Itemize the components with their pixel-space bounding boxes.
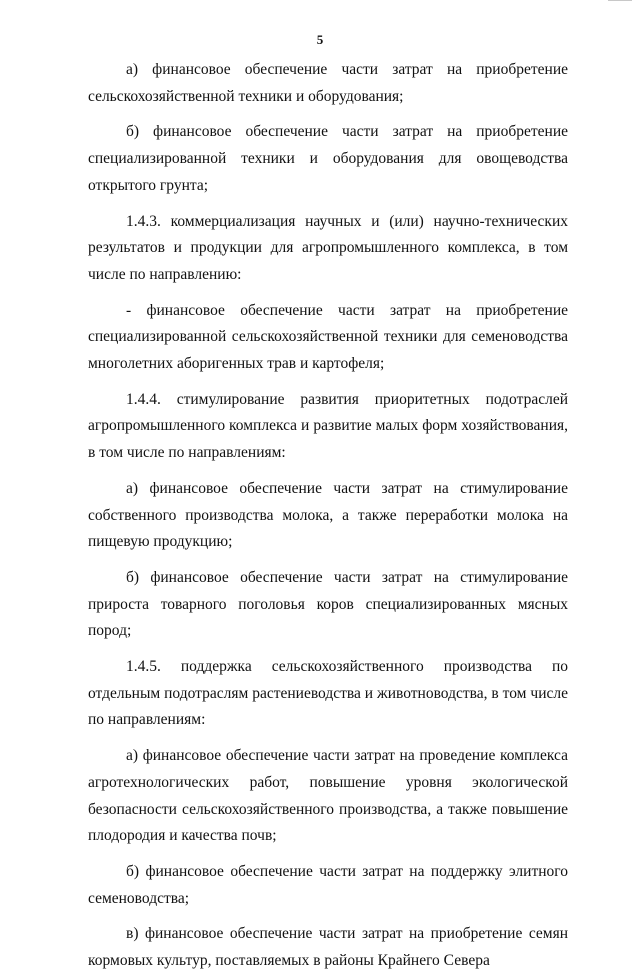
paragraph-1-4-3-commercialization: 1.4.3. коммерциализация научных и (или) научно-технических результатов и продукции для агропромышленного комплекса, в том числе по направлению: xyxy=(88,212,568,283)
paragraph-seed-machinery: - финансовое обеспечение части затрат на приобретение специализированной сельскохозяйственной техники для семеноводства многолетних аборигенных трав и картофеля; xyxy=(88,301,568,373)
paragraph-1a-agri-machinery: а) финансовое обеспечение части затрат на приобретение сельскохозяйственной техники и оборудования; xyxy=(88,61,568,105)
paragraph-1-4-5-subsector-support: 1.4.5. поддержка сельскохозяйственного производства по отдельным подотраслям растениеводства и животноводства, в том числе по направлениям: xyxy=(88,658,568,729)
paragraph-1b-vegetable-equipment: б) финансовое обеспечение части затрат на приобретение специализированной техники и оборудования для овощеводства открытого грунта; xyxy=(88,123,568,194)
paragraph-3c-forage-seeds: в) финансовое обеспечение части затрат на приобретение семян кормовых культур, поставляемых в районы Крайнего Севера xyxy=(88,925,568,970)
paragraph-3b-elite-seeds: б) финансовое обеспечение части затрат на поддержку элитного семеноводства; xyxy=(88,862,568,907)
document-body xyxy=(88,57,568,975)
paragraph-2b-beef-cattle: б) финансовое обеспечение части затрат на стимулирование прироста товарного поголовья коров специализированных мясных пород; xyxy=(88,568,568,640)
paragraph-2a-milk-production: а) финансовое обеспечение части затрат на стимулирование собственного производства молока, а также переработки молока на пищевую продукцию; xyxy=(88,479,568,551)
page-number: 5 xyxy=(316,32,324,47)
paragraph-1-4-4-priority-subsectors: 1.4.4. стимулирование развития приоритетных подотраслей агропромышленного комплекса и развитие малых форм хозяйствования, в том числе по направлениям: xyxy=(88,390,568,462)
paragraph-3a-agrotech-works: а) финансовое обеспечение части затрат на проведение комплекса агротехнологических работ, повышение уровня экологической безопасности сельскохозяйственного производства, а также повышение плодородия и качества почв; xyxy=(88,747,568,845)
scan-edge-mark xyxy=(608,0,632,4)
